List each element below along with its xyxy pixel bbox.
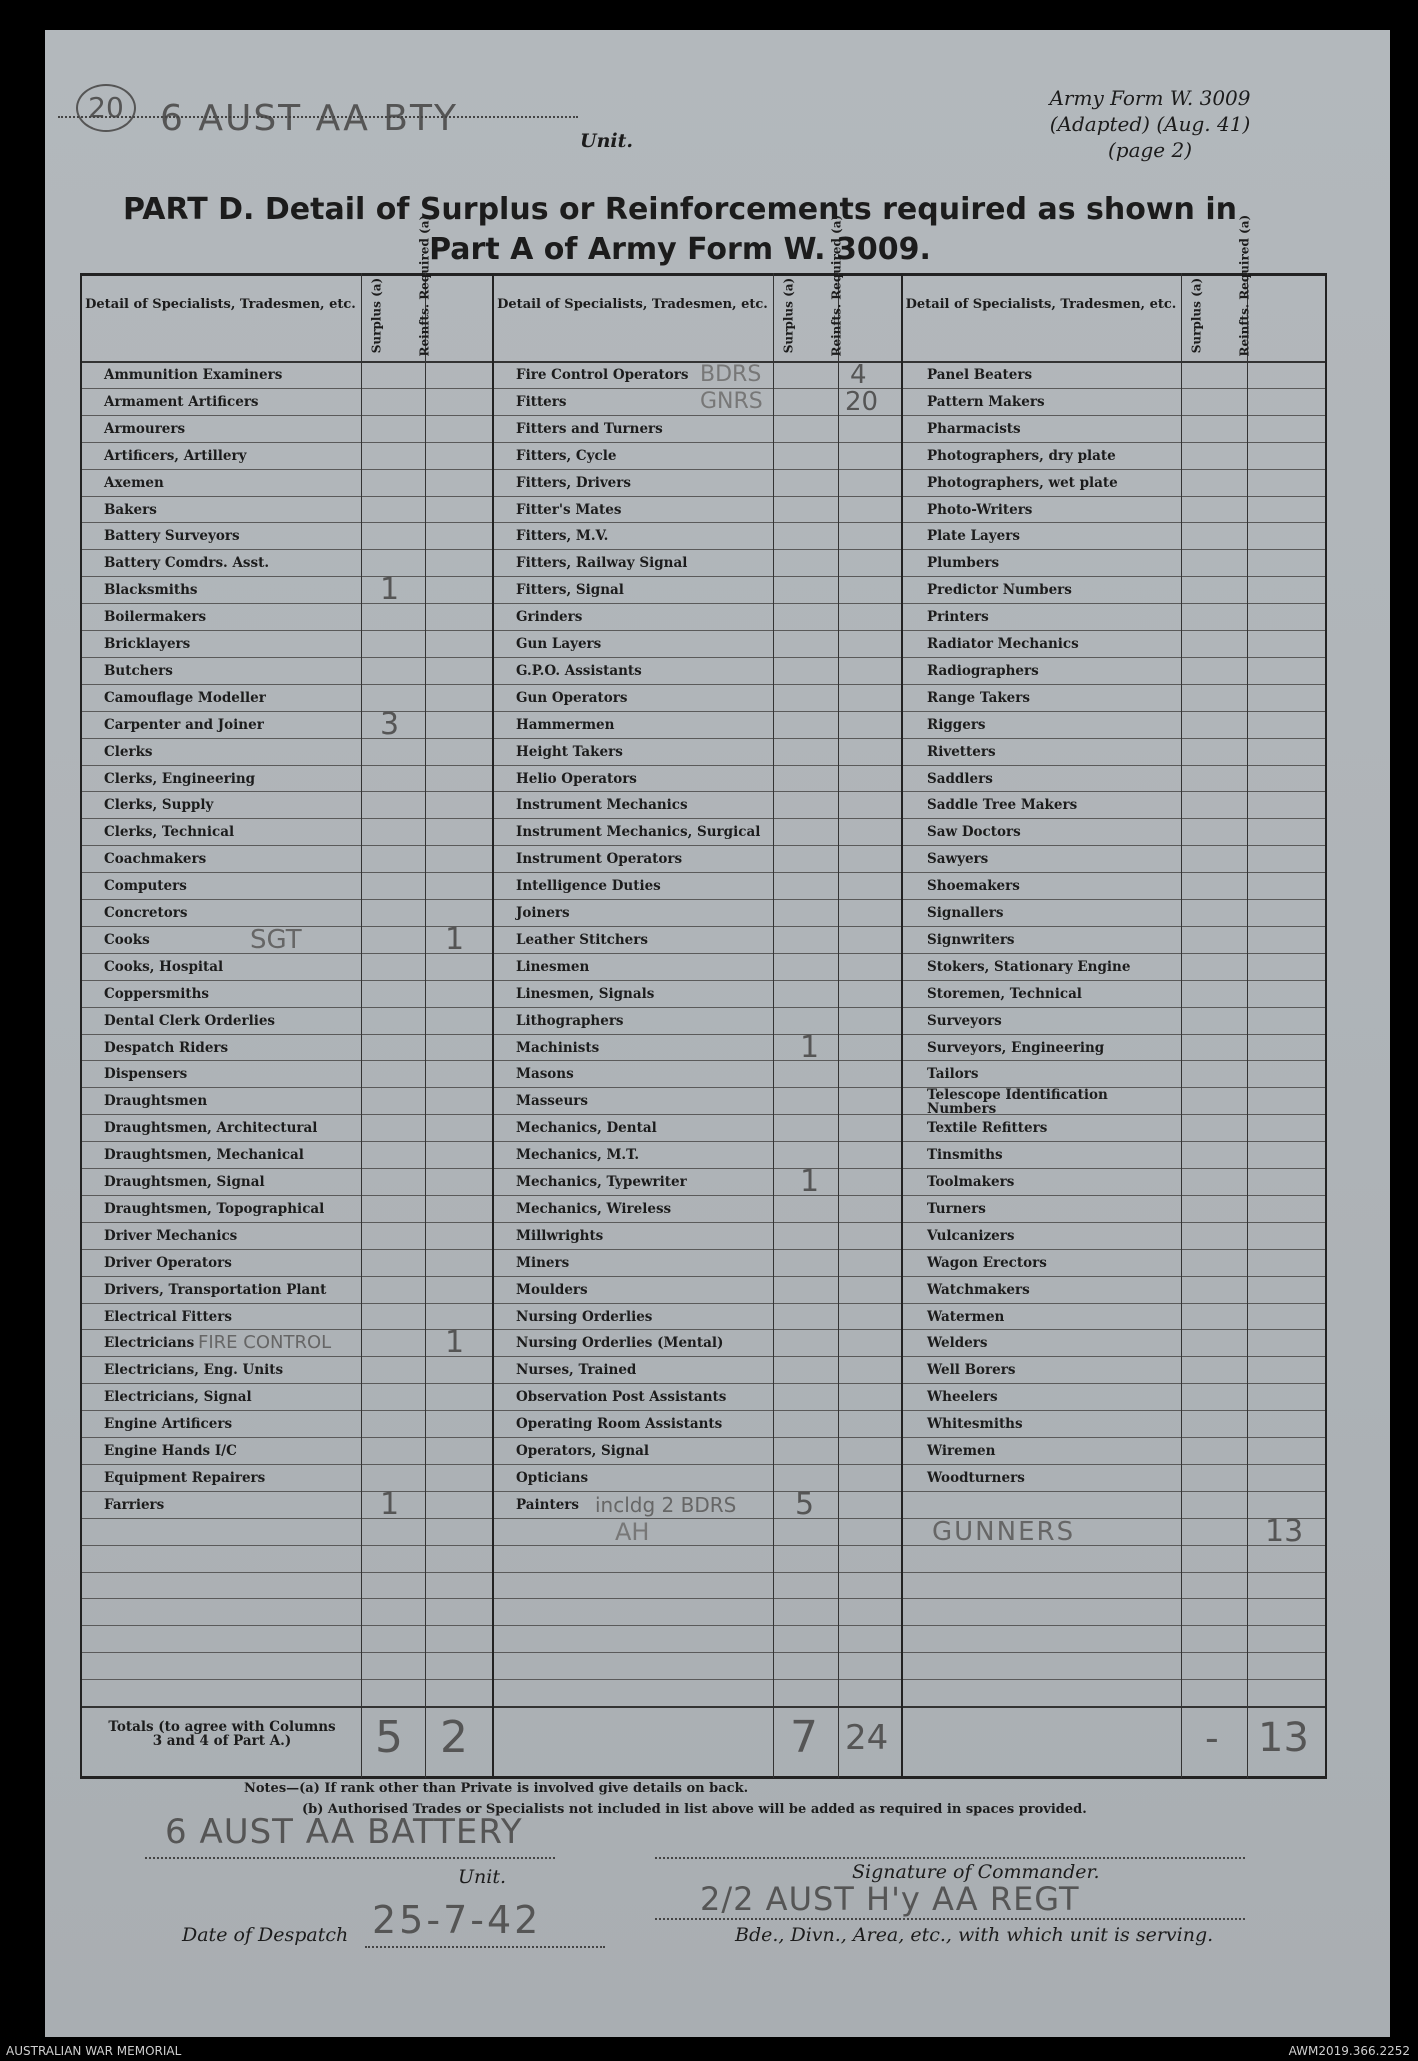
table-row-line [80, 872, 1327, 873]
col-header-reinfts: Reinfts. Required (a) [1237, 214, 1252, 357]
table-column-border [361, 273, 362, 1778]
table-row-line [80, 1087, 1327, 1088]
hw-gunners-reinfts: 13 [1265, 1513, 1304, 1549]
row-label: Wiremen [927, 1443, 996, 1459]
hw-fire-control-reinfts: 4 [850, 360, 867, 390]
table-row-line [80, 549, 1327, 550]
row-label: Wagon Erectors [927, 1254, 1047, 1271]
hw-cooks-reinfts: 1 [445, 921, 465, 957]
row-label: Plumbers [927, 555, 1000, 572]
row-label: Battery Surveyors [104, 528, 240, 545]
row-label: Joiners [516, 905, 570, 921]
row-label: Storemen, Technical [927, 985, 1082, 1002]
total-col2-surplus: 7 [790, 1712, 818, 1763]
row-label: Vulcanizers [927, 1227, 1015, 1244]
footer-unit-label: Unit. [458, 1866, 507, 1888]
table-totals-top [80, 1706, 1327, 1708]
form-title [110, 190, 1250, 270]
table-row-line [80, 469, 1327, 470]
table-row-line [80, 845, 1327, 846]
table-row-line [80, 1222, 1327, 1223]
row-label: Clerks [104, 743, 153, 760]
total-col1-surplus: 5 [375, 1712, 403, 1763]
table-row-line [80, 603, 1327, 604]
row-label: Computers [104, 878, 187, 895]
col-header-reinfts: Reinfts. Required (a) [829, 214, 844, 357]
row-label: Plate Layers [927, 528, 1020, 545]
row-label: Tinsmiths [927, 1147, 1003, 1164]
form-ref-line2: (Adapted) (Aug. 41) [1049, 112, 1251, 136]
table-row-line [80, 1652, 1327, 1653]
row-label: Drivers, Transportation Plant [104, 1281, 327, 1298]
table-row-line [80, 980, 1327, 981]
row-label: Saddlers [927, 770, 993, 787]
row-label: Fitters, Drivers [516, 474, 631, 491]
table-row-line [80, 1007, 1327, 1008]
row-label: Miners [516, 1254, 570, 1271]
row-label: Panel Beaters [927, 367, 1033, 383]
table-column-border [773, 273, 774, 1778]
table-row-line [80, 1625, 1327, 1626]
table-row-line [80, 1141, 1327, 1142]
row-label: Draughtsmen, Topographical [104, 1200, 325, 1217]
table-row-line [80, 1034, 1327, 1035]
row-label: Coachmakers [104, 851, 207, 868]
row-label: Fire Control Operators [516, 367, 689, 383]
row-label: Armament Artificers [104, 393, 259, 410]
table-row-line [80, 442, 1327, 443]
table-row-line [80, 1572, 1327, 1573]
total-col1-reinfts: 2 [440, 1712, 468, 1763]
row-label: Saddle Tree Makers [927, 797, 1078, 814]
row-label: Tailors [927, 1066, 979, 1083]
table-row-line [80, 1276, 1327, 1277]
col-header-reinfts: Reinfts. Required (a) [417, 214, 432, 357]
col-header-detail: Detail of Specialists, Tradesmen, etc. [905, 297, 1177, 312]
table-column-border-heavy [492, 273, 494, 1778]
table-row-line [80, 1114, 1327, 1115]
table-row-line [80, 1410, 1327, 1411]
table-row-line [80, 765, 1327, 766]
table-row-line [80, 1060, 1327, 1061]
table-row-line [80, 818, 1327, 819]
circled-page-number: 20 [76, 84, 136, 132]
row-label: Draughtsmen, Mechanical [104, 1147, 304, 1164]
row-label: Predictor Numbers [927, 582, 1072, 599]
unit-dotted-line [58, 116, 578, 118]
row-label: Fitters, Railway Signal [516, 555, 688, 572]
row-label: Driver Mechanics [104, 1227, 238, 1244]
form-ref-line1: Army Form W. 3009 [1049, 86, 1251, 110]
table-row-line [80, 496, 1327, 497]
table-column-border [1181, 273, 1182, 1778]
note-b: (b) Authorised Trades or Specialists not included in list above will be added as required in spaces provided. [302, 1802, 1087, 1817]
table-column-border [425, 273, 426, 1778]
row-label: Linesmen [516, 958, 590, 975]
archive-caption-left: AUSTRALIAN WAR MEMORIAL [6, 2044, 182, 2058]
row-label: Mechanics, Dental [516, 1120, 657, 1137]
row-label: Turners [927, 1200, 986, 1217]
hw-cooks-sgt: SGT [250, 924, 302, 955]
row-label: Mechanics, M.T. [516, 1147, 640, 1164]
row-label: Driver Operators [104, 1254, 232, 1271]
col-header-surplus: Surplus (a) [369, 277, 384, 354]
row-label: Butchers [104, 662, 173, 679]
table-row-line [80, 1679, 1327, 1680]
row-label: Toolmakers [927, 1174, 1015, 1190]
row-label: Surveyors [927, 1012, 1002, 1029]
hw-machinists-surplus: 1 [800, 1029, 820, 1065]
row-label: Pharmacists [927, 420, 1021, 437]
row-label: Photographers, dry plate [927, 447, 1116, 464]
table-row-line [80, 1598, 1327, 1599]
row-label: Masseurs [516, 1093, 589, 1110]
row-label: Blacksmiths [104, 582, 198, 599]
row-label: Saw Doctors [927, 824, 1021, 841]
row-label: Millwrights [516, 1227, 604, 1244]
footer-unit-line [145, 1857, 555, 1859]
table-row-line [80, 1545, 1327, 1546]
row-label: Intelligence Duties [516, 878, 661, 895]
table-row-line [80, 684, 1327, 685]
row-label: Moulders [516, 1281, 588, 1298]
row-label: Bricklayers [104, 636, 191, 652]
title-line2: Part A of Army Form W. 3009. [429, 232, 931, 267]
unit-handwritten: 6 AUST AA BTY [160, 98, 458, 139]
row-label: Clerks, Technical [104, 824, 235, 841]
row-label: Draughtsmen, Signal [104, 1174, 265, 1190]
row-label: Electricians [104, 1335, 195, 1352]
hw-blacksmiths-surplus: 1 [380, 572, 400, 608]
row-label: Signwriters [927, 931, 1015, 948]
table-row-line [80, 1195, 1327, 1196]
row-label: Fitters, M.V. [516, 528, 609, 545]
row-label: Gun Layers [516, 636, 602, 652]
col-header-detail: Detail of Specialists, Tradesmen, etc. [497, 297, 768, 312]
hw-gunners: GUNNERS [932, 1516, 1076, 1547]
row-label: Radiographers [927, 662, 1039, 679]
table-row-line [80, 522, 1327, 523]
row-label: Electricians, Eng. Units [104, 1362, 284, 1379]
row-label: Printers [927, 609, 989, 626]
table-top-border [80, 273, 1327, 276]
row-label: Watermen [927, 1308, 1005, 1325]
table-row-line [80, 630, 1327, 631]
table-row-line [80, 1464, 1327, 1465]
row-label: Concretors [104, 905, 188, 921]
row-label: Hammermen [516, 716, 615, 733]
unit-label: Unit. [580, 130, 633, 152]
row-label: Clerks, Engineering [104, 770, 256, 787]
row-label: Fitters, Cycle [516, 447, 617, 464]
row-label: Cooks [104, 931, 150, 948]
row-label: Fitters [516, 393, 567, 410]
row-label: Linesmen, Signals [516, 985, 655, 1002]
row-label: Bakers [104, 501, 157, 518]
table-row-line [80, 899, 1327, 900]
table-row-line [80, 711, 1327, 712]
signature-line [655, 1857, 1245, 1859]
col-header-detail: Detail of Specialists, Tradesmen, etc. [85, 297, 356, 312]
bde-line [655, 1918, 1245, 1920]
row-label: Observation Post Assistants [516, 1389, 727, 1406]
row-label: Height Takers [516, 743, 623, 760]
row-label: Axemen [104, 474, 164, 491]
form-reference [1010, 85, 1290, 163]
bde-label: Bde., Divn., Area, etc., with which unit is serving. [735, 1924, 1214, 1946]
row-label: Watchmakers [927, 1281, 1030, 1298]
row-label: Mechanics, Typewriter [516, 1174, 687, 1190]
table-column-border-heavy [1325, 273, 1327, 1778]
table-row-line [80, 576, 1327, 577]
row-label: Sawyers [927, 851, 989, 868]
row-label: Photographers, wet plate [927, 474, 1118, 491]
hw-painters-reinfts: 5 [795, 1486, 815, 1522]
row-label: Shoemakers [927, 878, 1020, 895]
hw-fire-control-note: FIRE CONTROL [198, 1332, 332, 1354]
table-row-line [80, 657, 1327, 658]
row-label: Pattern Makers [927, 393, 1045, 410]
hw-carpenter-surplus: 3 [380, 706, 400, 742]
row-label: Painters [516, 1496, 580, 1513]
row-label: Nursing Orderlies (Mental) [516, 1335, 724, 1352]
totals-label: Totals (to agree with Columns 3 and 4 of Part A.) [108, 1719, 336, 1749]
row-label: Fitter's Mates [516, 501, 622, 518]
row-label: Camouflage Modeller [104, 689, 266, 706]
bde-handwritten: 2/2 AUST H'y AA REGT [700, 1880, 1080, 1918]
hw-fitters-reinfts: 20 [845, 386, 879, 417]
row-label: Electrical Fitters [104, 1308, 232, 1325]
row-label: Lithographers [516, 1012, 624, 1029]
row-label: Farriers [104, 1496, 165, 1513]
row-label: Machinists [516, 1039, 600, 1056]
table-row-line [80, 1437, 1327, 1438]
hw-painters-note: incldg 2 BDRS [595, 1492, 737, 1517]
row-label: Well Borers [927, 1362, 1016, 1379]
row-label: Equipment Repairers [104, 1469, 266, 1486]
row-label: Rivetters [927, 743, 996, 760]
row-label: Stokers, Stationary Engine [927, 958, 1131, 975]
row-label: Fitters, Signal [516, 582, 624, 599]
row-label: Clerks, Supply [104, 797, 214, 814]
row-label: Telescope Identification Numbers [927, 1087, 1108, 1118]
table-column-border [838, 273, 839, 1778]
row-label: Ammunition Examiners [104, 367, 283, 383]
table-row-line [80, 791, 1327, 792]
row-label: Whitesmiths [927, 1416, 1023, 1433]
table-column-border-heavy [901, 273, 903, 1778]
row-label: Operating Room Assistants [516, 1416, 723, 1433]
row-label: Draughtsmen, Architectural [104, 1120, 318, 1137]
row-label: Leather Stitchers [516, 931, 648, 948]
hw-ah: AH [615, 1517, 650, 1546]
date-line [365, 1946, 605, 1948]
row-label: Electricians, Signal [104, 1389, 252, 1406]
row-label: Range Takers [927, 689, 1030, 706]
row-label: Photo-Writers [927, 501, 1033, 518]
table-row-line [80, 738, 1327, 739]
table-column-border-heavy [80, 273, 82, 1778]
row-label: Nursing Orderlies [516, 1308, 653, 1325]
row-label: Armourers [104, 420, 186, 437]
row-label: Instrument Mechanics [516, 797, 688, 814]
hw-electricians-reinfts: 1 [445, 1325, 465, 1361]
row-label: Nurses, Trained [516, 1362, 637, 1379]
row-label: Riggers [927, 716, 986, 733]
row-label: Signallers [927, 905, 1004, 921]
row-label: Dispensers [104, 1066, 188, 1083]
row-label: Grinders [516, 609, 583, 626]
table-column-border [1247, 273, 1248, 1778]
row-label: Dental Clerk Orderlies [104, 1012, 276, 1029]
row-label: Helio Operators [516, 770, 637, 787]
table-row-line [80, 1249, 1327, 1250]
total-col3-reinfts: 13 [1258, 1715, 1309, 1761]
row-label: Surveyors, Engineering [927, 1039, 1105, 1056]
row-label: Mechanics, Wireless [516, 1200, 672, 1217]
form-ref-line3: (page 2) [1107, 138, 1193, 162]
total-col3-surplus: - [1205, 1716, 1219, 1760]
row-label: Carpenter and Joiner [104, 716, 264, 733]
note-a: Notes—(a) If rank other than Private is involved give details on back. [244, 1781, 749, 1796]
total-col2-reinfts: 24 [845, 1718, 889, 1758]
row-label: Artificers, Artillery [104, 447, 247, 464]
hw-gnrs: GNRS [700, 388, 763, 414]
table-row-line [80, 1383, 1327, 1384]
date-of-despatch-label: Date of Despatch [182, 1924, 349, 1946]
row-label: Instrument Mechanics, Surgical [516, 824, 761, 841]
row-label: Gun Operators [516, 689, 628, 706]
row-label: Cooks, Hospital [104, 958, 224, 975]
table-row-line [80, 1303, 1327, 1304]
col-header-surplus: Surplus (a) [1189, 277, 1204, 354]
row-label: Welders [927, 1335, 988, 1352]
hw-typewriter-surplus: 1 [800, 1164, 820, 1199]
row-label: Wheelers [927, 1389, 998, 1406]
row-label: Engine Artificers [104, 1416, 233, 1433]
row-label: Opticians [516, 1469, 589, 1486]
row-label: Radiator Mechanics [927, 636, 1079, 652]
row-label: Textile Refitters [927, 1120, 1048, 1137]
footer-unit-handwritten: 6 AUST AA BATTERY [165, 1812, 523, 1852]
archive-caption-right: AWM2019.366.2252 [1288, 2044, 1410, 2058]
row-label: Coppersmiths [104, 985, 209, 1002]
row-label: Despatch Riders [104, 1039, 229, 1056]
table-row-line [80, 1168, 1327, 1169]
row-label: Operators, Signal [516, 1443, 650, 1459]
row-label: Instrument Operators [516, 851, 683, 868]
col-header-surplus: Surplus (a) [781, 277, 796, 354]
row-label: G.P.O. Assistants [516, 662, 642, 679]
row-label: Masons [516, 1066, 574, 1083]
row-label: Battery Comdrs. Asst. [104, 555, 270, 572]
row-label: Engine Hands I/C [104, 1443, 237, 1459]
date-handwritten: 25-7-42 [372, 1898, 542, 1942]
hw-farriers-surplus: 1 [380, 1486, 400, 1522]
row-label: Draughtsmen [104, 1093, 208, 1110]
row-label: Woodturners [927, 1469, 1025, 1486]
row-label: Fitters and Turners [516, 420, 663, 437]
title-line1: PART D. Detail of Surplus or Reinforcements required as shown in [123, 192, 1237, 227]
row-label: Boilermakers [104, 609, 207, 626]
hw-bdrs: BDRS [700, 362, 762, 387]
signature-label: Signature of Commander. [852, 1861, 1100, 1883]
